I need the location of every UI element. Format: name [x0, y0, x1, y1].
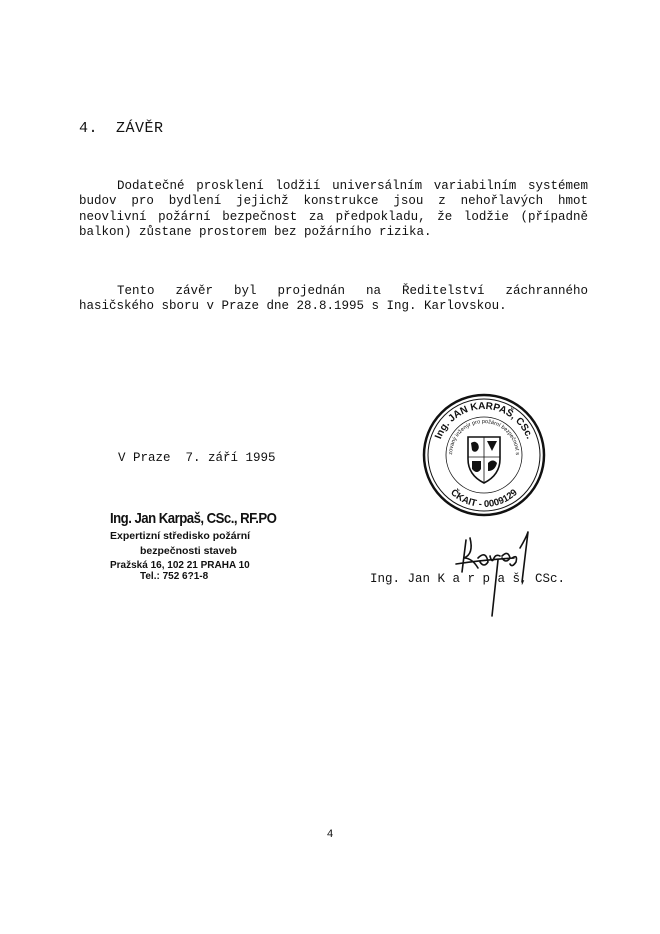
stamp-line-2: Expertizní středisko požární	[110, 530, 251, 542]
seal-inner-text: zovaný inženýr pro požární bezpečnost s	[447, 418, 521, 456]
seal-top-text: Ing. JAN KARPAŠ, CSc.	[433, 400, 535, 441]
signer-name: Ing. Jan K a r p a š, CSc.	[370, 572, 566, 586]
stamp-address: Pražská 16, 102 21 PRAHA 10	[110, 560, 250, 571]
coat-of-arms-icon	[468, 437, 500, 483]
stamp-line-3: bezpečnosti staveb	[140, 545, 237, 557]
stamp-name: Ing. Jan Karpaš, CSc., RF.PO	[110, 510, 277, 527]
paragraph-conclusion: Dodatečné prosklení lodžií universálním variabilním systémem budov pro bydlení jejichž konstrukce jsou z nehořlavých hmot neovlivní požární bezpečnost za předpokladu, že lodžie (případně balkon) zůstane prostorem bez požárního rizika.	[79, 179, 588, 239]
stamp-phone: Tel.: 752 6?1-8	[140, 571, 209, 582]
page-number: 4	[326, 829, 334, 841]
svg-text:ČKAIT - 0009129	[448, 486, 519, 510]
office-stamp	[110, 510, 299, 582]
official-seal	[422, 393, 546, 517]
section-number: 4.	[79, 120, 99, 137]
section-title: ZÁVĚR	[116, 120, 164, 137]
place-and-date: V Praze 7. září 1995	[118, 451, 276, 465]
paragraph-consultation: Tento závěr byl projednán na Ředitelství záchranného hasičského sboru v Praze dne 28.8.1995 s Ing. Karlovskou.	[79, 284, 588, 314]
seal-bottom-text: ČKAIT - 0009129	[448, 487, 520, 511]
section-heading	[79, 120, 164, 137]
